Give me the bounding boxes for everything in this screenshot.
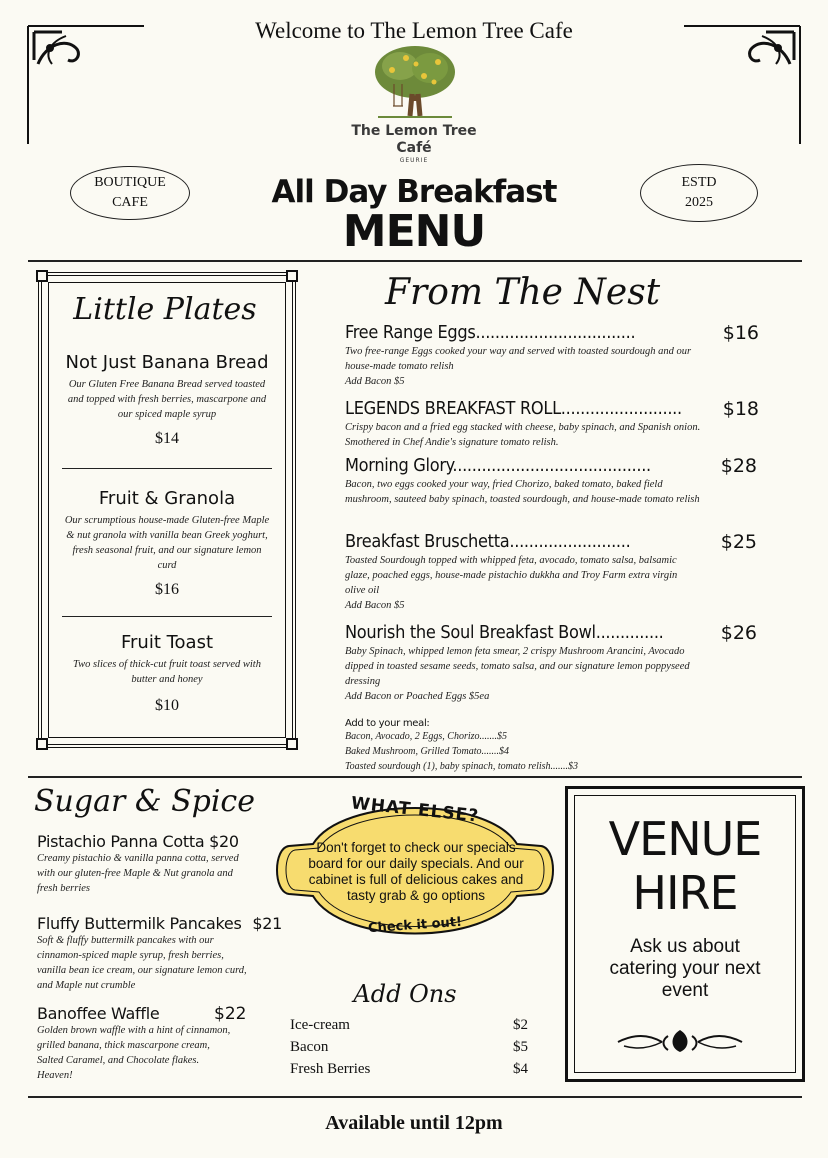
- item-description: Bacon, two eggs cooked your way, fried Chorizo, baked tomato, baked field mushroom, sauteed baby spinach, toasted sourdough, and house-made tomato relish: [345, 479, 700, 505]
- little-plates-divider-1: [62, 468, 272, 469]
- frame-corner-br: [286, 738, 298, 750]
- nest-item-3: [345, 455, 765, 507]
- logo-text: [330, 122, 498, 166]
- little-plates-divider-2: [62, 616, 272, 617]
- item-description: Our Gluten Free Banana Bread served toasted and topped with fresh berries, mascarpone and our spiced maple syrup: [67, 379, 267, 420]
- item-name: Morning Glory.........................................: [345, 455, 651, 476]
- item-price: $14: [155, 430, 179, 447]
- frame-corner-bl: [36, 738, 48, 750]
- item-price: $10: [155, 697, 179, 714]
- availability-footer: Available until 12pm: [325, 1112, 503, 1134]
- add-to-meal-line-3: Toasted sourdough (1), baby spinach, tomato relish.......$3: [345, 761, 579, 772]
- item-name: Breakfast Bruschetta.........................: [345, 531, 631, 552]
- from-the-nest-heading: From The Nest: [385, 272, 661, 313]
- welcome-heading: Welcome to The Lemon Tree Cafe: [255, 18, 573, 43]
- add-on-price: $4: [513, 1061, 528, 1077]
- item-description: Baby Spinach, whipped lemon feta smear, 2 crispy Mushroom Arancini, Avocado dipped in toasted sesame seeds, tomato salsa, and our signature lemon poppyseed dressing: [345, 646, 690, 687]
- item-description: Golden brown waffle with a hint of cinnamon, grilled banana, thick mascarpone cream, Salted Caramel, and Chocolate flakes. Heaven!: [37, 1025, 231, 1081]
- venue-title-line-1: VENUE: [608, 812, 762, 866]
- item-price: $25: [720, 531, 757, 553]
- frame-corner-tl: [36, 270, 48, 282]
- badge-left-line-1: BOUTIQUE: [94, 175, 166, 190]
- divider-bottom: [28, 1096, 802, 1098]
- flourish-ornament-icon: [614, 1026, 746, 1054]
- little-plates-item-3: [64, 632, 270, 715]
- add-on-name: Bacon: [290, 1039, 329, 1055]
- logo-line-3: GEURIE: [399, 157, 429, 164]
- sugar-item-2: [37, 914, 282, 993]
- add-to-meal-heading: Add to your meal:: [345, 718, 430, 729]
- venue-subtitle: Ask us about catering your next event: [609, 936, 761, 1001]
- sugar-item-1: [37, 832, 277, 896]
- what-else-heading: WHAT ELSE?: [350, 793, 480, 827]
- item-price: $18: [722, 398, 759, 420]
- badge-left-line-2: CAFE: [112, 195, 148, 210]
- item-price: $16: [722, 322, 759, 344]
- what-else-cta: Check it out!: [367, 914, 463, 937]
- logo-line-1: The Lemon Tree: [351, 123, 477, 139]
- item-description: Our scrumptious house-made Gluten-free Maple & nut granola with vanilla bean Greek yoghurt, fresh seasonal fruit, and our signature lemon curd: [64, 515, 270, 571]
- item-name: Banoffee Waffle: [37, 1004, 160, 1023]
- add-ons-list: [290, 1014, 528, 1080]
- add-to-meal-block: [345, 718, 765, 774]
- item-description: Creamy pistachio & vanilla panna cotta, served with our gluten-free Maple & Nut granola and fresh berries: [37, 853, 239, 894]
- item-price: $21: [252, 914, 282, 933]
- item-name-text: Fluffy Buttermilk Pancakes: [37, 914, 242, 933]
- add-on-name: Fresh Berries: [290, 1061, 371, 1077]
- nest-item-2: [345, 398, 765, 450]
- badge-right-line-1: ESTD: [681, 175, 717, 190]
- add-on-row: [290, 1058, 528, 1080]
- item-price: $16: [155, 581, 179, 598]
- item-name: Not Just Banana Bread: [65, 352, 269, 373]
- venue-title-line-2: HIRE: [632, 866, 738, 920]
- little-plates-item-1: [64, 352, 270, 448]
- item-description: Crispy bacon and a fried egg stacked with cheese, baby spinach, and Spanish onion. Smothered in Chef Andie's signature tomato relish.: [345, 422, 701, 448]
- item-extra: Add Bacon $5: [345, 376, 405, 387]
- add-on-name: Ice-cream: [290, 1017, 350, 1033]
- item-name: [37, 914, 282, 933]
- badge-right-line-2: 2025: [685, 195, 713, 210]
- add-on-row: [290, 1014, 528, 1036]
- add-to-meal-line-2: Baked Mushroom, Grilled Tomato.......$4: [345, 746, 509, 757]
- add-to-meal-line-1: Bacon, Avocado, 2 Eggs, Chorizo.......$5: [345, 731, 508, 742]
- item-extra: Add Bacon $5: [345, 600, 405, 611]
- add-on-row: [290, 1036, 528, 1058]
- item-name: Pistachio Panna Cotta $20: [37, 832, 239, 851]
- logo-line-2: Café: [396, 140, 432, 156]
- little-plates-item-2: [64, 488, 270, 599]
- nest-item-4: [345, 531, 765, 613]
- lemon-tree-logo-icon: [372, 44, 458, 120]
- little-plates-heading: Little Plates: [73, 292, 257, 327]
- add-ons-heading: Add Ons: [353, 980, 457, 1008]
- item-description: Toasted Sourdough topped with whipped feta, avocado, tomato salsa, balsamic glaze, poached eggs, house-made pistachio dukkha and Troy Farm extra virgin olive oil: [345, 555, 678, 596]
- item-name: Fruit Toast: [120, 632, 214, 653]
- add-on-price: $5: [513, 1039, 528, 1055]
- menu-title-line-1: All Day Breakfast: [271, 174, 557, 210]
- item-description: Two free-range Eggs cooked your way and served with toasted sourdough and our house-made tomato relish: [345, 346, 692, 372]
- item-description: Soft & fluffy buttermilk pancakes with our cinnamon-spiced maple syrup, fresh berries, vanilla bean ice cream, our signature lemon curd, and Maple nut crumble: [37, 935, 247, 991]
- item-extra: Add Bacon or Poached Eggs $5ea: [345, 691, 490, 702]
- item-name: Free Range Eggs.................................: [345, 322, 636, 343]
- add-on-price: $2: [513, 1017, 528, 1033]
- sugar-spice-heading: Sugar & Spice: [34, 784, 255, 819]
- item-description: Two slices of thick-cut fruit toast served with butter and honey: [73, 659, 261, 685]
- item-price: $22: [214, 1004, 247, 1024]
- item-price: $28: [720, 455, 757, 477]
- divider-top: [28, 260, 802, 262]
- sugar-item-3: [37, 1004, 252, 1083]
- nest-item-1: [345, 322, 765, 389]
- item-price: $26: [720, 622, 757, 644]
- item-name: Fruit & Granola: [98, 488, 236, 509]
- item-name: LEGENDS BREAKFAST ROLL.........................: [345, 398, 682, 419]
- frame-corner-tr: [286, 270, 298, 282]
- nest-item-5: [345, 622, 765, 704]
- menu-title-line-2: MENU: [342, 206, 486, 257]
- divider-middle: [28, 776, 802, 778]
- item-name: Nourish the Soul Breakfast Bowl..............: [345, 622, 664, 643]
- what-else-body: Don't forget to check our specials board for our daily specials. And our cabinet is full of delicious cakes and tasty grab & go options: [308, 840, 524, 903]
